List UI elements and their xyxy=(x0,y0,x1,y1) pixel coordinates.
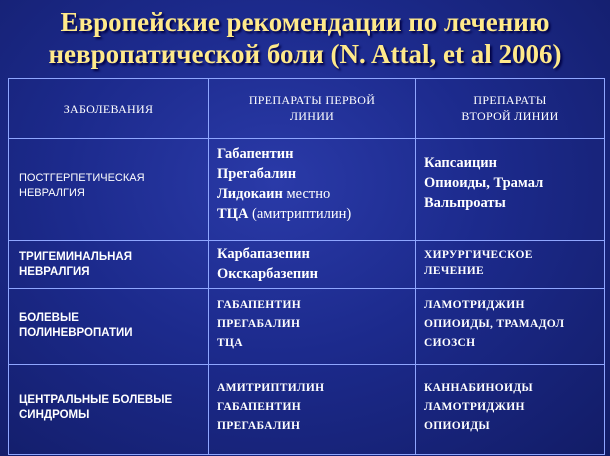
drug-item: ГАБАПЕНТИН xyxy=(217,401,301,413)
drug-item: ЛАМОТРИДЖИН xyxy=(424,299,525,311)
table-row xyxy=(9,241,605,289)
second-line-cell xyxy=(416,289,605,365)
drug-item: Прегабалин xyxy=(217,166,297,182)
header-first-line-text-2: ЛИНИИ xyxy=(289,109,335,123)
drug-item: ТЦА (амитриптилин) xyxy=(217,206,352,222)
disease-name-line: НЕВРАЛГИЯ xyxy=(19,266,90,278)
disease-name xyxy=(9,139,208,201)
drug-item: ЛЕЧЕНИЕ xyxy=(424,265,485,277)
header-first-line xyxy=(209,79,415,124)
disease-cell xyxy=(9,365,209,455)
drug-item: ХИРУРГИЧЕСКОЕ xyxy=(424,249,533,261)
drug-item: ПРЕГАБАЛИН xyxy=(217,420,301,432)
disease-name-line: СИНДРОМЫ xyxy=(19,409,90,421)
first-line-drugs xyxy=(209,289,415,353)
disease-name-line: БОЛЕВЫЕ xyxy=(19,312,79,324)
disease-name-line: ТРИГЕМИНАЛЬНАЯ xyxy=(19,251,132,263)
drug-item: Капсаицин xyxy=(424,155,498,171)
disease-name xyxy=(9,241,208,280)
table-row xyxy=(9,289,605,365)
slide-title xyxy=(0,6,610,70)
drug-item: ОПИОИДЫ xyxy=(424,420,491,432)
drug-item: ПРЕГАБАЛИН xyxy=(217,318,301,330)
slide-title-line-2: невропатической боли (N. Attal, et al 2006) xyxy=(48,39,562,69)
first-line-drugs xyxy=(209,241,415,284)
disease-name-line: ЦЕНТРАЛЬНЫЕ БОЛЕВЫЕ xyxy=(19,394,173,406)
disease-name-line: ПОЛИНЕВРОПАТИИ xyxy=(19,327,133,339)
second-line-cell xyxy=(416,365,605,455)
second-line-drugs xyxy=(416,139,604,213)
header-first-line-text-1: ПРЕПАРАТЫ ПЕРВОЙ xyxy=(248,93,376,107)
recommendations-table xyxy=(8,78,605,455)
second-line-drugs xyxy=(416,289,604,353)
drug-item: Опиоиды, Трамал xyxy=(424,175,544,191)
disease-cell xyxy=(9,241,209,289)
drug-item: Лидокаин местно xyxy=(217,186,331,202)
first-line-cell xyxy=(209,139,416,241)
table-row xyxy=(9,365,605,455)
second-line-cell xyxy=(416,241,605,289)
drug-item: СИОЗСН xyxy=(424,337,476,349)
drug-item: ЛАМОТРИДЖИН xyxy=(424,401,525,413)
second-line-drugs xyxy=(416,365,604,436)
first-line-cell xyxy=(209,289,416,365)
drug-item: Карбапазепин xyxy=(217,246,310,262)
disease-name xyxy=(9,289,208,341)
drug-item: Габапентин xyxy=(217,146,294,162)
table-header-row xyxy=(9,79,605,139)
first-line-cell xyxy=(209,241,416,289)
header-second-line-text-2: ВТОРОЙ ЛИНИИ xyxy=(461,109,559,123)
header-first-line-cell xyxy=(209,79,416,139)
disease-name-line: НЕВРАЛГИЯ xyxy=(19,187,85,199)
disease-name-line: ПОСТГЕРПЕТИЧЕСКАЯ xyxy=(19,172,145,184)
first-line-drugs xyxy=(209,139,415,224)
header-diseases-cell xyxy=(9,79,209,139)
drug-item: ТЦА xyxy=(217,337,243,349)
slide-title-line-1: Европейские рекомендации по лечению xyxy=(60,7,550,37)
table-row xyxy=(9,139,605,241)
disease-cell xyxy=(9,289,209,365)
header-second-line-cell xyxy=(416,79,605,139)
second-line-drugs xyxy=(416,241,604,279)
disease-cell xyxy=(9,139,209,241)
drug-item: Окскарбазепин xyxy=(217,266,318,282)
second-line-cell xyxy=(416,139,605,241)
header-diseases: ЗАБОЛЕВАНИЯ xyxy=(63,102,154,116)
drug-item: ГАБАПЕНТИН xyxy=(217,299,301,311)
first-line-drugs xyxy=(209,365,415,436)
drug-item: Вальпроаты xyxy=(424,195,506,211)
first-line-cell xyxy=(209,365,416,455)
disease-name xyxy=(9,365,208,423)
drug-item: КАННАБИНОИДЫ xyxy=(424,382,534,394)
drug-item: АМИТРИПТИЛИН xyxy=(217,382,325,394)
header-second-line-text-1: ПРЕПАРАТЫ xyxy=(473,93,547,107)
header-second-line xyxy=(416,79,604,124)
drug-item: ОПИОИДЫ, ТРАМАДОЛ xyxy=(424,318,565,330)
